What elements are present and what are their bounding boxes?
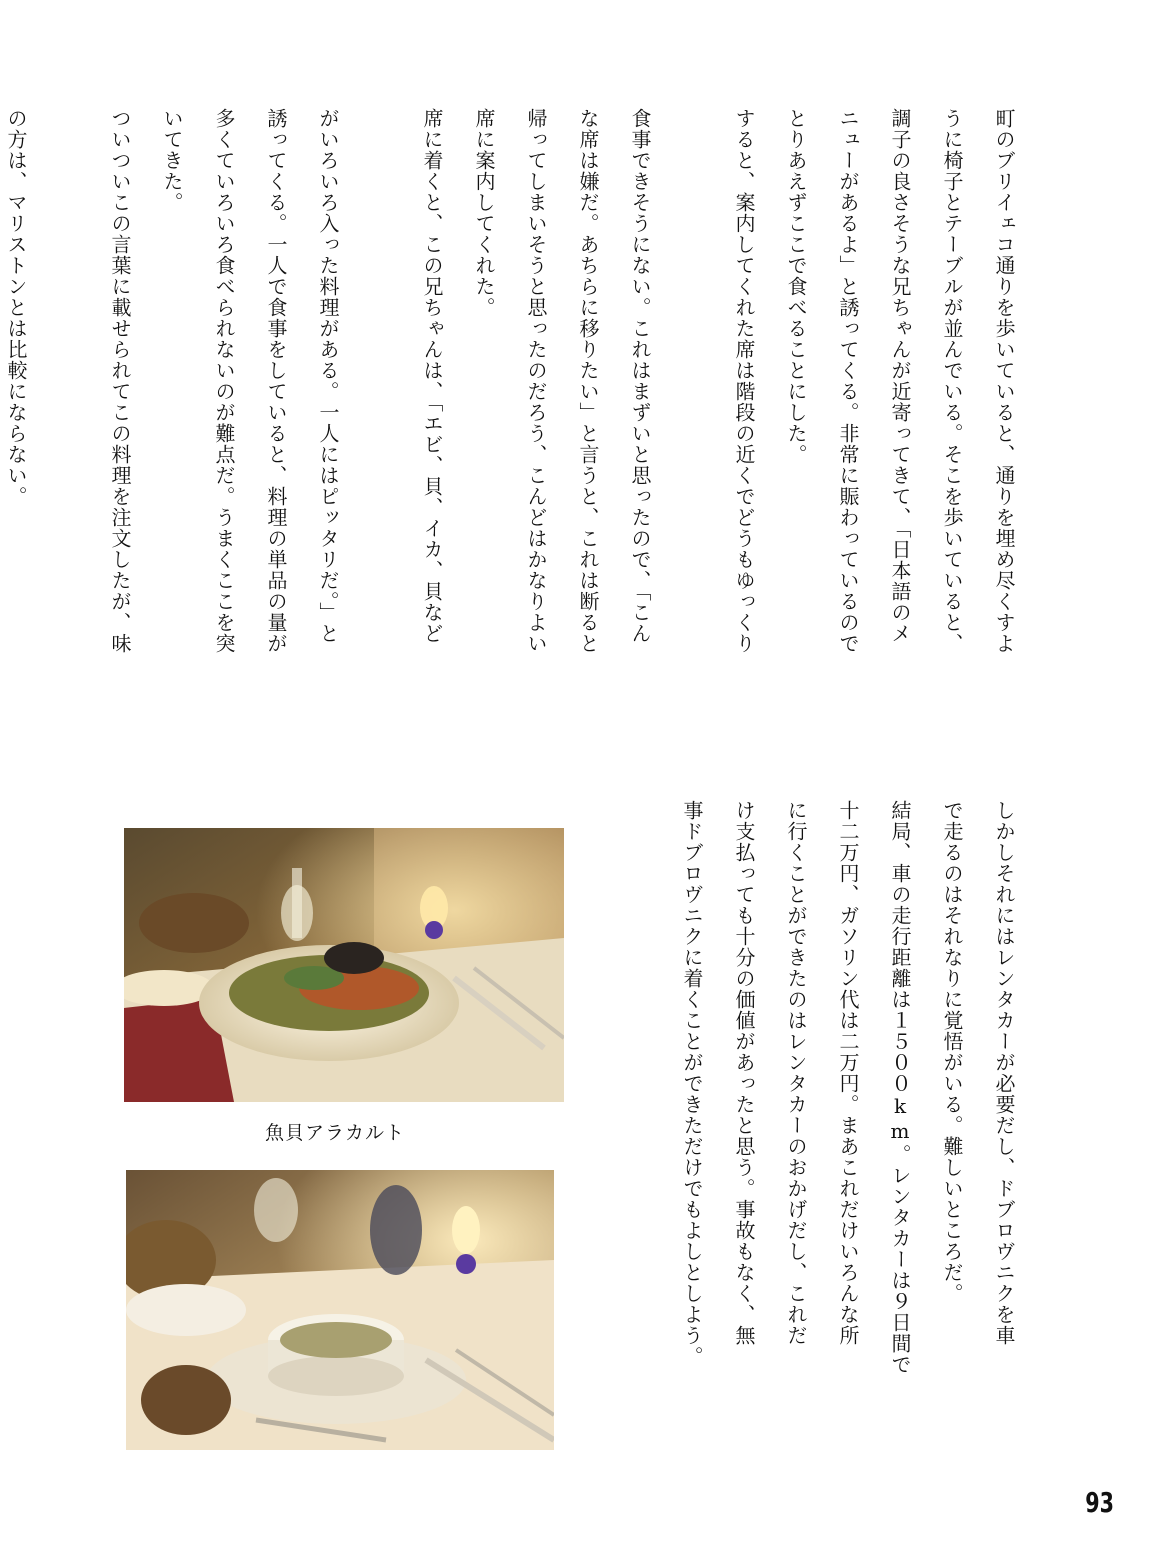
text-line: 結局、車の走行距離は１５００km。レンタカーは９日間で — [888, 800, 912, 1375]
text-line: 食事できそうにない。これはまずいと思ったので、「こん — [628, 108, 652, 644]
text-line: がいろいろ入った料理がある。一人にはピッタリだ。」と — [316, 108, 340, 644]
text-line: 町のブリイェコ通りを歩いていると、通りを埋め尽くすよ — [992, 108, 1016, 654]
text-line: とりあえずここで食べることにした。 — [784, 108, 808, 465]
text-line: うに椅子とテーブルが並んでいる。そこを歩いていると、 — [940, 108, 964, 654]
text-line: 席に着くと、この兄ちゃんは、「エビ、貝、イカ、貝など — [420, 108, 444, 644]
seafood-plate-photo — [124, 828, 564, 1102]
text-line: 席に案内してくれた。 — [472, 108, 496, 318]
page-number: 93 — [1085, 1486, 1114, 1519]
text-line: で走るのはそれなりに覚悟がいる。難しいところだ。 — [940, 800, 964, 1304]
text-line: 帰ってしまいそうと思ったのだろう、こんどはかなりよい — [524, 108, 548, 654]
photo-caption: 魚貝アラカルト — [265, 1122, 406, 1144]
text-line: 調子の良さそうな兄ちゃんが近寄ってきて、「日本語のメ — [888, 108, 912, 644]
text-line: な席は嫌だ。あちらに移りたい」と言うと、これは断ると — [576, 108, 600, 654]
upper-text-block — [0, 108, 1030, 748]
text-line: 事ドブロヴニクに着くことができただけでもよしとしよう。 — [680, 800, 704, 1367]
text-line: ニューがあるよ」と誘ってくる。非常に賑わっているので — [836, 108, 860, 654]
lower-text-block — [666, 800, 1030, 1460]
text-line: 多くていろいろ食べられないのが難点だ。うまくここを突 — [212, 108, 236, 654]
text-line: の方は、マリストンとは比較にならない。 — [4, 108, 28, 507]
text-line: すると、案内してくれた席は階段の近くでどうもゆっくり — [732, 108, 756, 654]
text-line: に行くことができたのはレンタカーのおかげだし、これだ — [784, 800, 808, 1346]
text-line: け支払っても十分の価値があったと思う。事故もなく、無 — [732, 800, 756, 1346]
text-line: 十二万円、ガソリン代は二万円。まあこれだけいろんな所 — [836, 800, 860, 1346]
text-line: 誘ってくる。一人で食事をしていると、料理の単品の量が — [264, 108, 288, 654]
text-line: いてきた。 — [160, 108, 184, 213]
text-line: ついついこの言葉に載せられてこの料理を注文したが、味 — [108, 108, 132, 654]
soup-bowl-photo — [126, 1170, 554, 1450]
text-line: しかしそれにはレンタカーが必要だし、ドブロヴニクを車 — [992, 800, 1016, 1346]
